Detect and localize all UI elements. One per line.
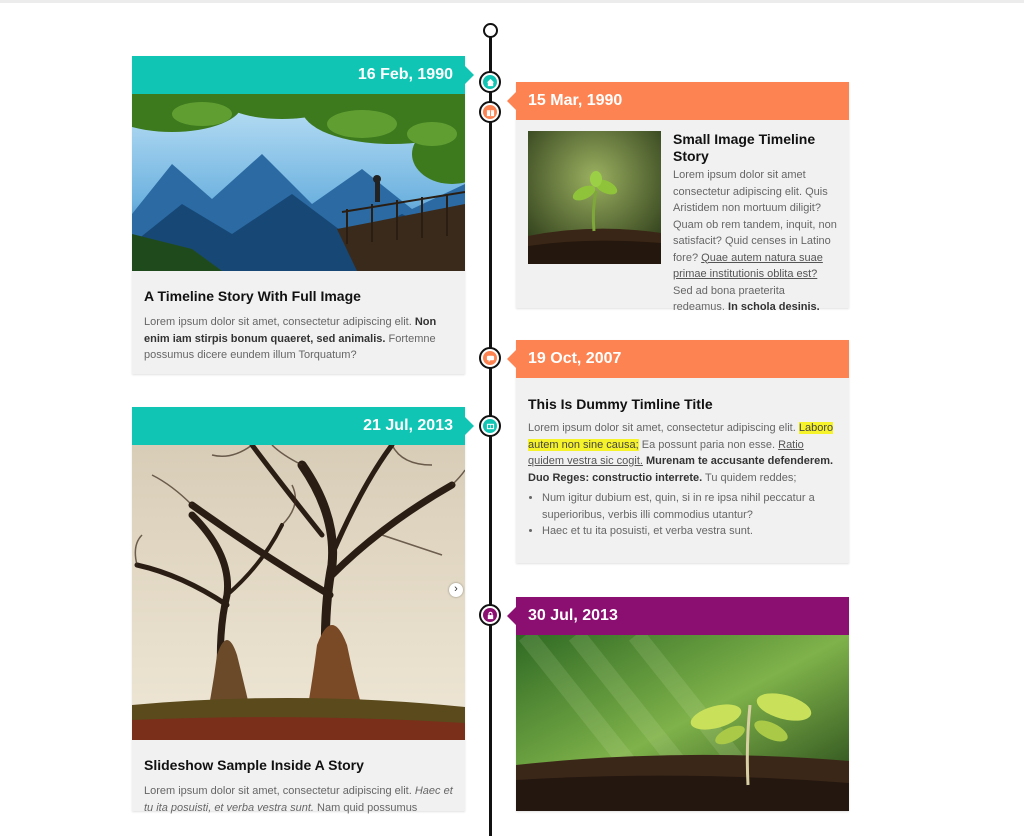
slides-icon xyxy=(486,422,495,431)
story-date: 15 Mar, 1990 xyxy=(528,92,623,109)
seedling-small-image xyxy=(528,131,661,264)
story-date-header xyxy=(132,56,465,94)
story-link: Ratio quidem vestra sic cogit. xyxy=(528,438,804,467)
story-text: Lorem ipsum dolor sit amet consectetur adipiscing elit. Quis Aristidem non mortuum diligit? Quam ob rem tandem, inquit, non satisfacit? Quid censes in Latino fore? Quae autem natura suae primae institutionis oblita est? Sed ad bona praeterita redeamus. In schola desinis. xyxy=(673,169,837,313)
list-item: • Num igitur dubium est, quin, si in re ipsa nihil peccatur a superioribus, verbis illi commodius utantur? xyxy=(542,490,837,523)
mountain-image xyxy=(132,94,465,271)
timeline-marker-3 xyxy=(479,347,501,369)
gift-icon xyxy=(486,108,495,117)
story-date: 16 Feb, 1990 xyxy=(357,66,453,83)
story-title: Slideshow Sample Inside A Story xyxy=(144,757,364,773)
highlighted-text: Laboro autem non sine causa; xyxy=(528,422,834,451)
story-text: Lorem ipsum dolor sit amet, consectetur adipiscing elit. Non enim iam stirpis bonum quaeret, sed animalis. Fortemne possumus dicere eundem illum Torquatum? xyxy=(144,316,437,361)
list-item: • Haec et tu ita posuisti, et verba vestra sunt. xyxy=(542,523,837,540)
story-date-header xyxy=(516,340,849,378)
story-date-header xyxy=(516,82,849,120)
story-text: Lorem ipsum dolor sit amet, consectetur adipiscing elit. Laboro autem non sine causa; Ea possunt paria non esse. Ratio quidem vestra sic cogit. Murenam te accusante defenderem. Duo Reges: constructio interrete. Tu quidem reddes; xyxy=(528,422,834,484)
timeline-marker-1 xyxy=(479,71,501,93)
story-date-header xyxy=(132,407,465,445)
story-bullet-list xyxy=(528,490,837,540)
story-title: A Timeline Story With Full Image xyxy=(144,288,361,304)
story-card-1 xyxy=(132,56,465,374)
story-date: 30 Jul, 2013 xyxy=(528,607,618,624)
story-date-header xyxy=(516,597,849,635)
story-date: 19 Oct, 2007 xyxy=(528,350,622,367)
story-card-4 xyxy=(132,407,465,814)
lock-icon xyxy=(486,611,495,620)
timeline-marker-4 xyxy=(479,415,501,437)
top-border xyxy=(0,0,1024,3)
story-card-3 xyxy=(516,340,849,563)
story-card-5 xyxy=(516,597,849,811)
slideshow-next-button[interactable]: › xyxy=(449,583,463,597)
comment-icon xyxy=(486,354,495,363)
home-icon xyxy=(486,78,495,87)
story-title: This Is Dummy Timline Title xyxy=(528,396,713,412)
timeline-marker-5 xyxy=(479,604,501,626)
story-text: Lorem ipsum dolor sit amet, consectetur adipiscing elit. Haec et tu ita posuisti, et verba vestra sunt. Nam quid possumus xyxy=(144,785,453,814)
seedling-large-image xyxy=(516,635,849,811)
tree-slideshow-image[interactable] xyxy=(132,445,465,740)
story-title: Small Image Timeline Story xyxy=(673,131,816,164)
story-card-2 xyxy=(516,82,849,313)
timeline-start-circle xyxy=(483,23,498,38)
story-date: 21 Jul, 2013 xyxy=(363,417,453,434)
timeline-marker-2 xyxy=(479,101,501,123)
